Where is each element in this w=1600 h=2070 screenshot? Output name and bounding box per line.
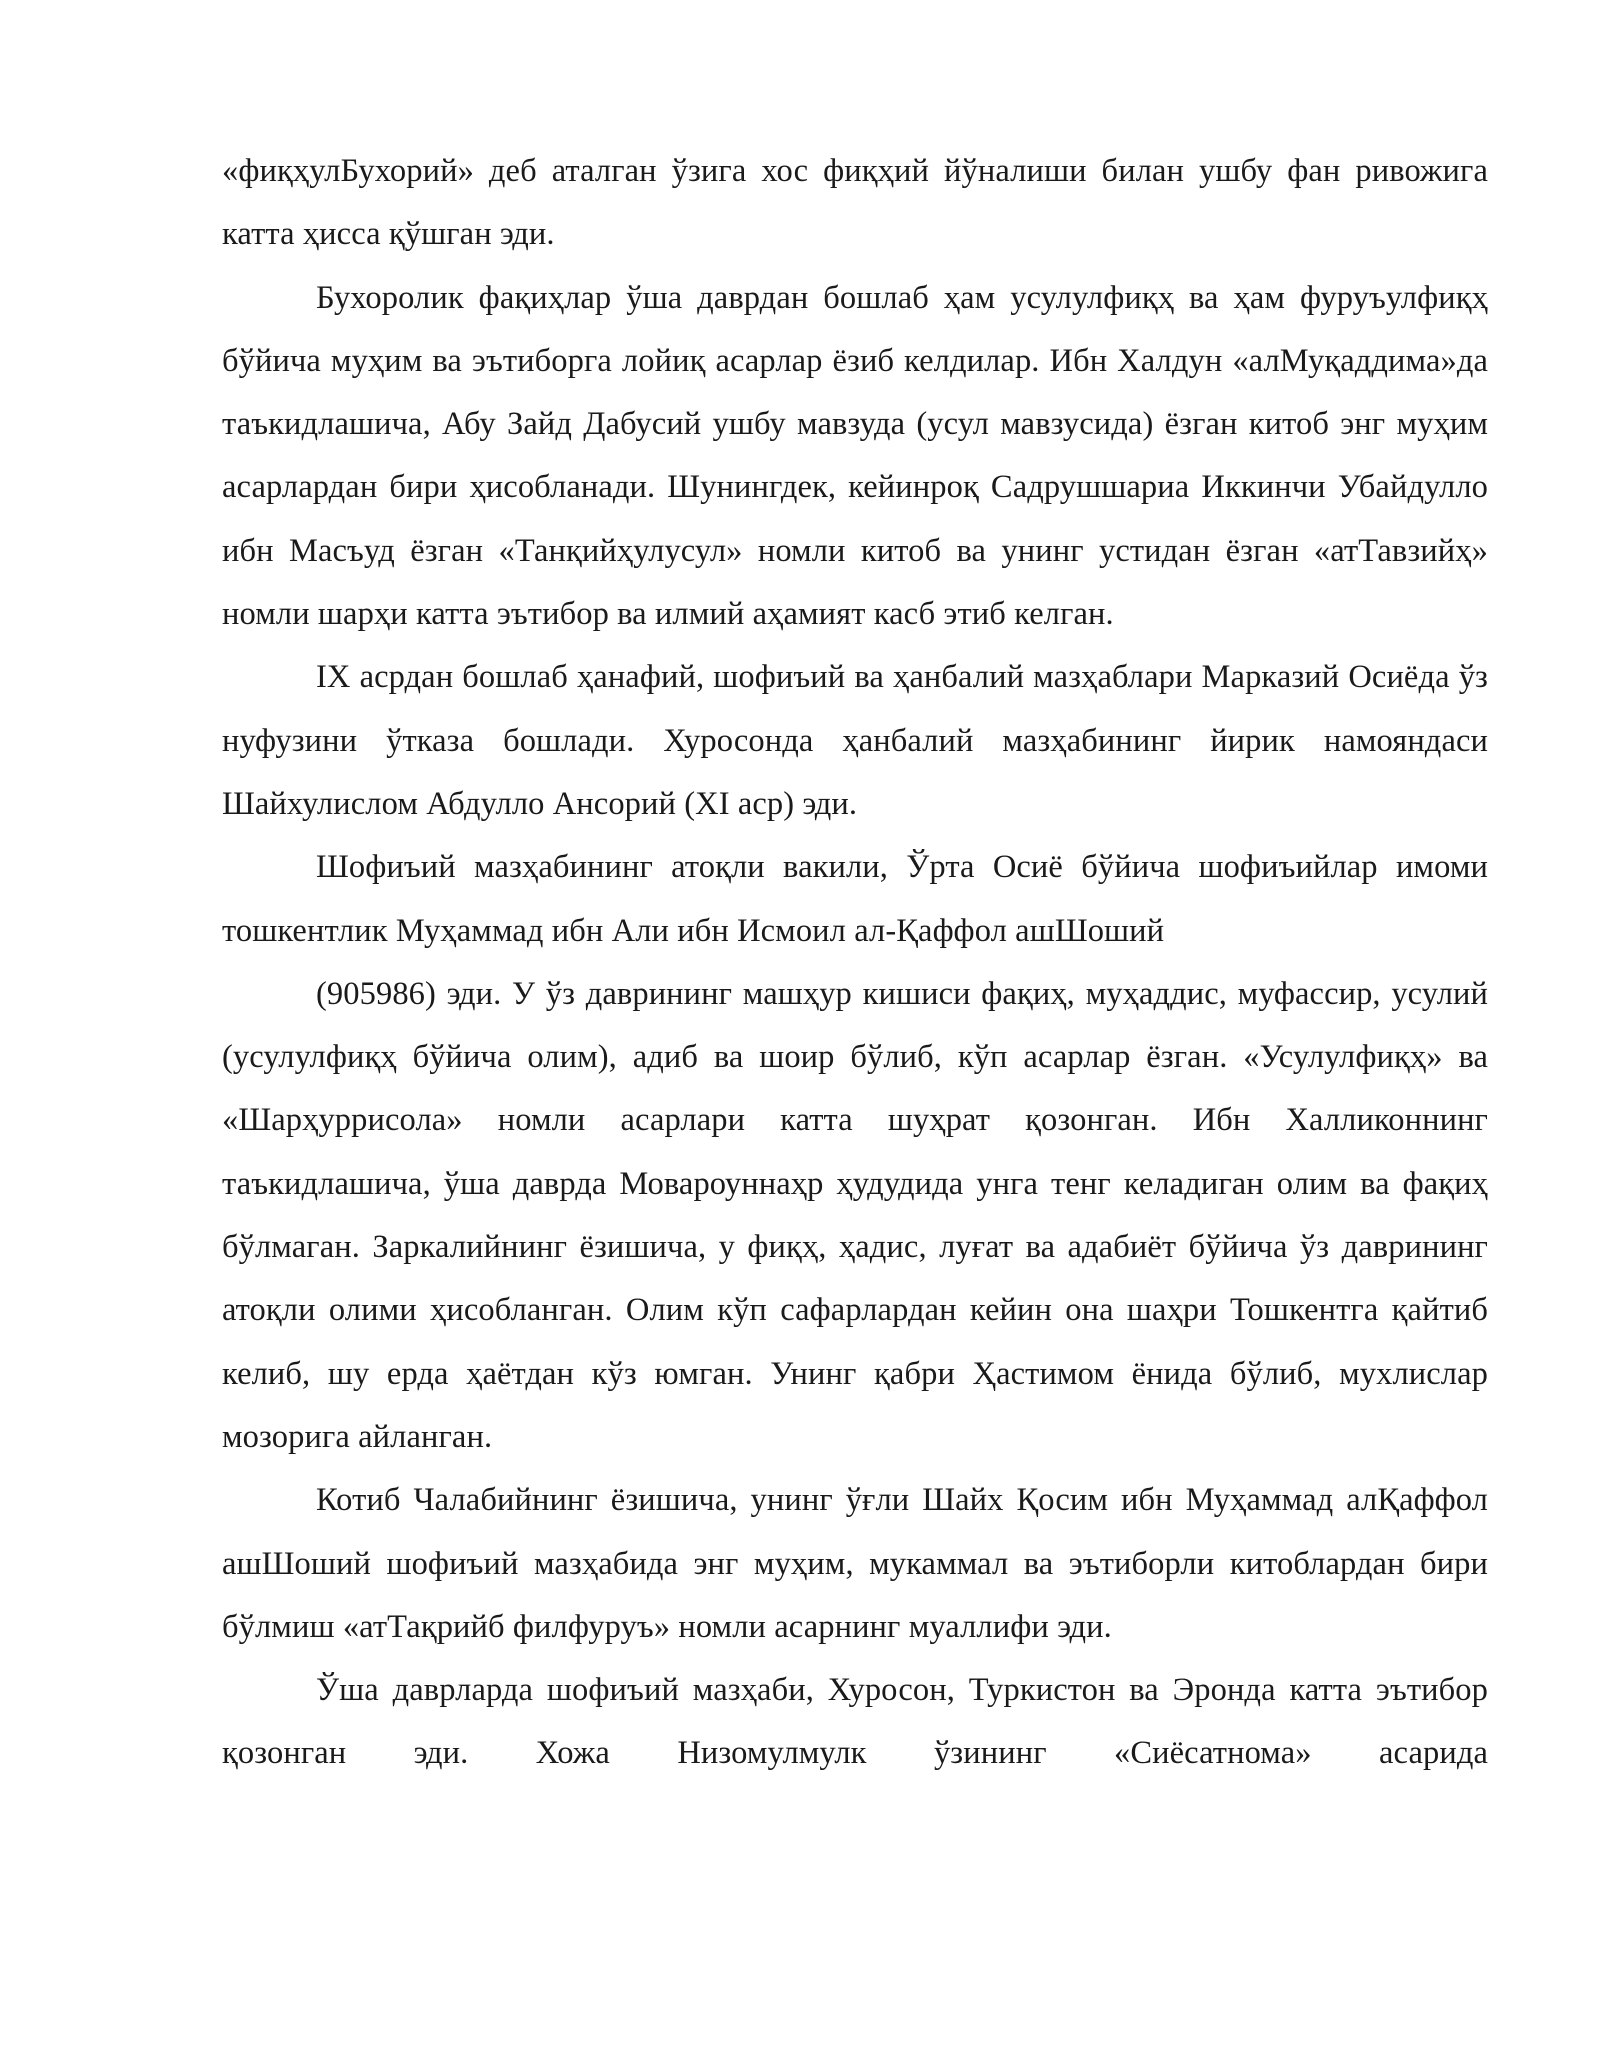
paragraph-7: Ўша даврларда шофиъий мазҳаби, Хуросон, Туркистон ва Эронда катта эътибор қозонган эди. Хожа Низомулмулк ўзининг «Сиёсатнома» асарида <box>222 1672 1488 1772</box>
paragraph-3: IX асрдан бошлаб ҳанафий, шофиъий ва ҳанбалий мазҳаблари Марказий Осиёда ўз нуфузини ўтказа бошлади. Хуросонда ҳанбалий мазҳабининг йирик намояндаси Шайхулислом Абдулло Ансорий (XI аср) эди. <box>222 659 1488 822</box>
paragraph-4: Шофиъий мазҳабининг атоқли вакили, Ўрта Осиё бўйича шофиъийлар имоми тошкентлик Муҳаммад ибн Али ибн Исмоил ал-Қаффол ашШоший <box>222 849 1488 949</box>
paragraph-5: (905986) эди. У ўз даврининг машҳур кишиси фақиҳ, муҳаддис, муфассир, усулий (усулулфиқҳ бўйича олим), адиб ва шоир бўлиб, кўп асарлар ёзган. «Усулулфиқҳ» ва «Шарҳуррисола» номли асарлари катта шуҳрат қозонган. Ибн Халликоннинг таъкидлашича, ўша даврда Мовароуннаҳр ҳудудида унга тенг келадиган олим ва фақиҳ бўлмаган. Заркалийнинг ёзишича, у фиқҳ, ҳадис, луғат ва адабиёт бўйича ўз даврининг атоқли олими ҳисобланган. Олим кўп сафарлардан кейин она шаҳри Тошкентга қайтиб келиб, шу ерда ҳаётдан кўз юмган. Унинг қабри Ҳастимом ёнида бўлиб, мухлислар мозорига айланган. <box>222 975 1488 1455</box>
paragraph-1: «фиқҳулБухорий» деб аталган ўзига хос фиқҳий йўналиши билан ушбу фан ривожига катта ҳисса қўшган эди. <box>222 153 1488 253</box>
paragraph-2: Бухоролик фақиҳлар ўша даврдан бошлаб ҳам усулулфиқҳ ва ҳам фуруъулфиқҳ бўйича муҳим ва эътиборга лойиқ асарлар ёзиб келдилар. Ибн Халдун «алМуқаддима»да таъкидлашича, Абу Зайд Дабусий ушбу мавзуда (усул мавзусида) ёзган китоб энг муҳим асарлардан бири ҳисобланади. Шунингдек, кейинроқ Садрушшариа Иккинчи Убайдулло ибн Масъуд ёзган «Танқийҳулусул» номли китоб ва унинг устидан ёзган «атТавзийҳ» номли шарҳи катта эътибор ва илмий аҳамият касб этиб келган. <box>222 279 1488 633</box>
paragraph-6: Котиб Чалабийнинг ёзишича, унинг ўғли Шайх Қосим ибн Муҳаммад алҚаффол ашШоший шофиъий мазҳабида энг муҳим, мукаммал ва эътиборли китоблардан бири бўлмиш «атТақрийб филфуруъ» номли асарнинг муаллифи эди. <box>222 1482 1488 1645</box>
